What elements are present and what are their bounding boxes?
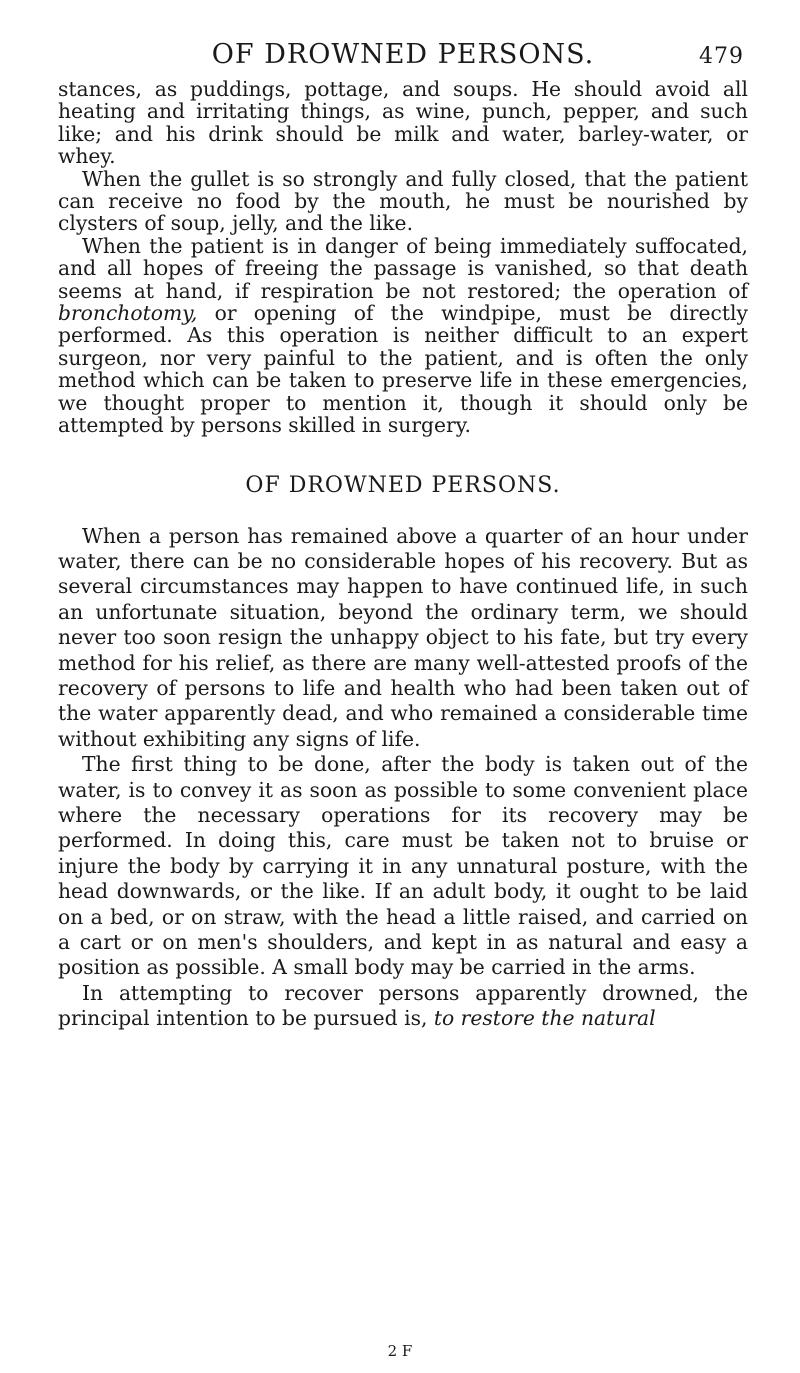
paragraph-bronchotomy: [58, 235, 748, 437]
page-number: 479: [699, 44, 744, 69]
section-body: [58, 524, 748, 1032]
principal-intention-text: In attempting to recover persons apparently drowned, the principal intention to be pursued is,: [58, 980, 748, 1031]
principal-intention-italic: to restore the natural: [433, 1006, 656, 1031]
bronchotomy-term: bronchotomy,: [58, 301, 198, 326]
section-heading: OF DROWNED PERSONS.: [245, 472, 561, 498]
signature-mark: 2 F: [387, 1342, 413, 1360]
bronchotomy-text-after: or opening of the windpipe, must be directly performed. As this operation is neither difficult to an expert surgeon, nor very painful to the patient, and is often the only method which can be taken to preserve life in these emergencies, we thought proper to mention it, though it should only be attempted by persons skilled in surgery.: [58, 301, 748, 438]
running-head: [58, 38, 748, 72]
paragraph-quarter-hour: When a person has remained above a quarter of an hour under water, there can be no considerable hopes of his recovery. But as several circumstances may happen to have continued life, in such an unfortunate situation, beyond the ordinary term, we should never too soon resign the unhappy object to his fate, but try every method for his relief, as there are many well-attested proofs of the recovery of persons to life and health who had been taken out of the water apparently dead, and who remained a considerable time without exhibiting any signs of life.: [58, 523, 748, 751]
paragraph-gullet: When the gullet is so strongly and fully closed, that the patient can receive no food by the mouth, he must be nourished by clysters of soup, jelly, and the like.: [58, 166, 748, 236]
bronchotomy-text-before: When the patient is in danger of being immediately suffocated, and all hopes of freeing the passage is vanished, so that death seems at hand, if respiration be not restored; the operation of: [58, 233, 748, 303]
paragraph-first-thing: The first thing to be done, after the body is taken out of the water, is to convey it as soon as possible to some convenient place where the necessary operations for its recovery may be performed. In doing this, care must be taken not to bruise or injure the body by carrying it in any unnatural posture, with the head downwards, or the like. If an adult body, it ought to be laid on a bed, or on straw, with the head a little raised, and carried on a cart or on men's shoulders, and kept in as natural and easy a position as possible. A small body may be carried in the arms.: [58, 752, 748, 980]
running-head-title: OF DROWNED PERSONS.: [211, 39, 595, 70]
continued-text: [58, 78, 748, 437]
paragraph-principal-intention: [58, 981, 748, 1032]
paragraph-continued: stances, as puddings, pottage, and soups. He should avoid all heating and irritating things, as wine, punch, pepper, and such like; and his drink should be milk and water, barley-water, or whey.: [58, 77, 748, 169]
